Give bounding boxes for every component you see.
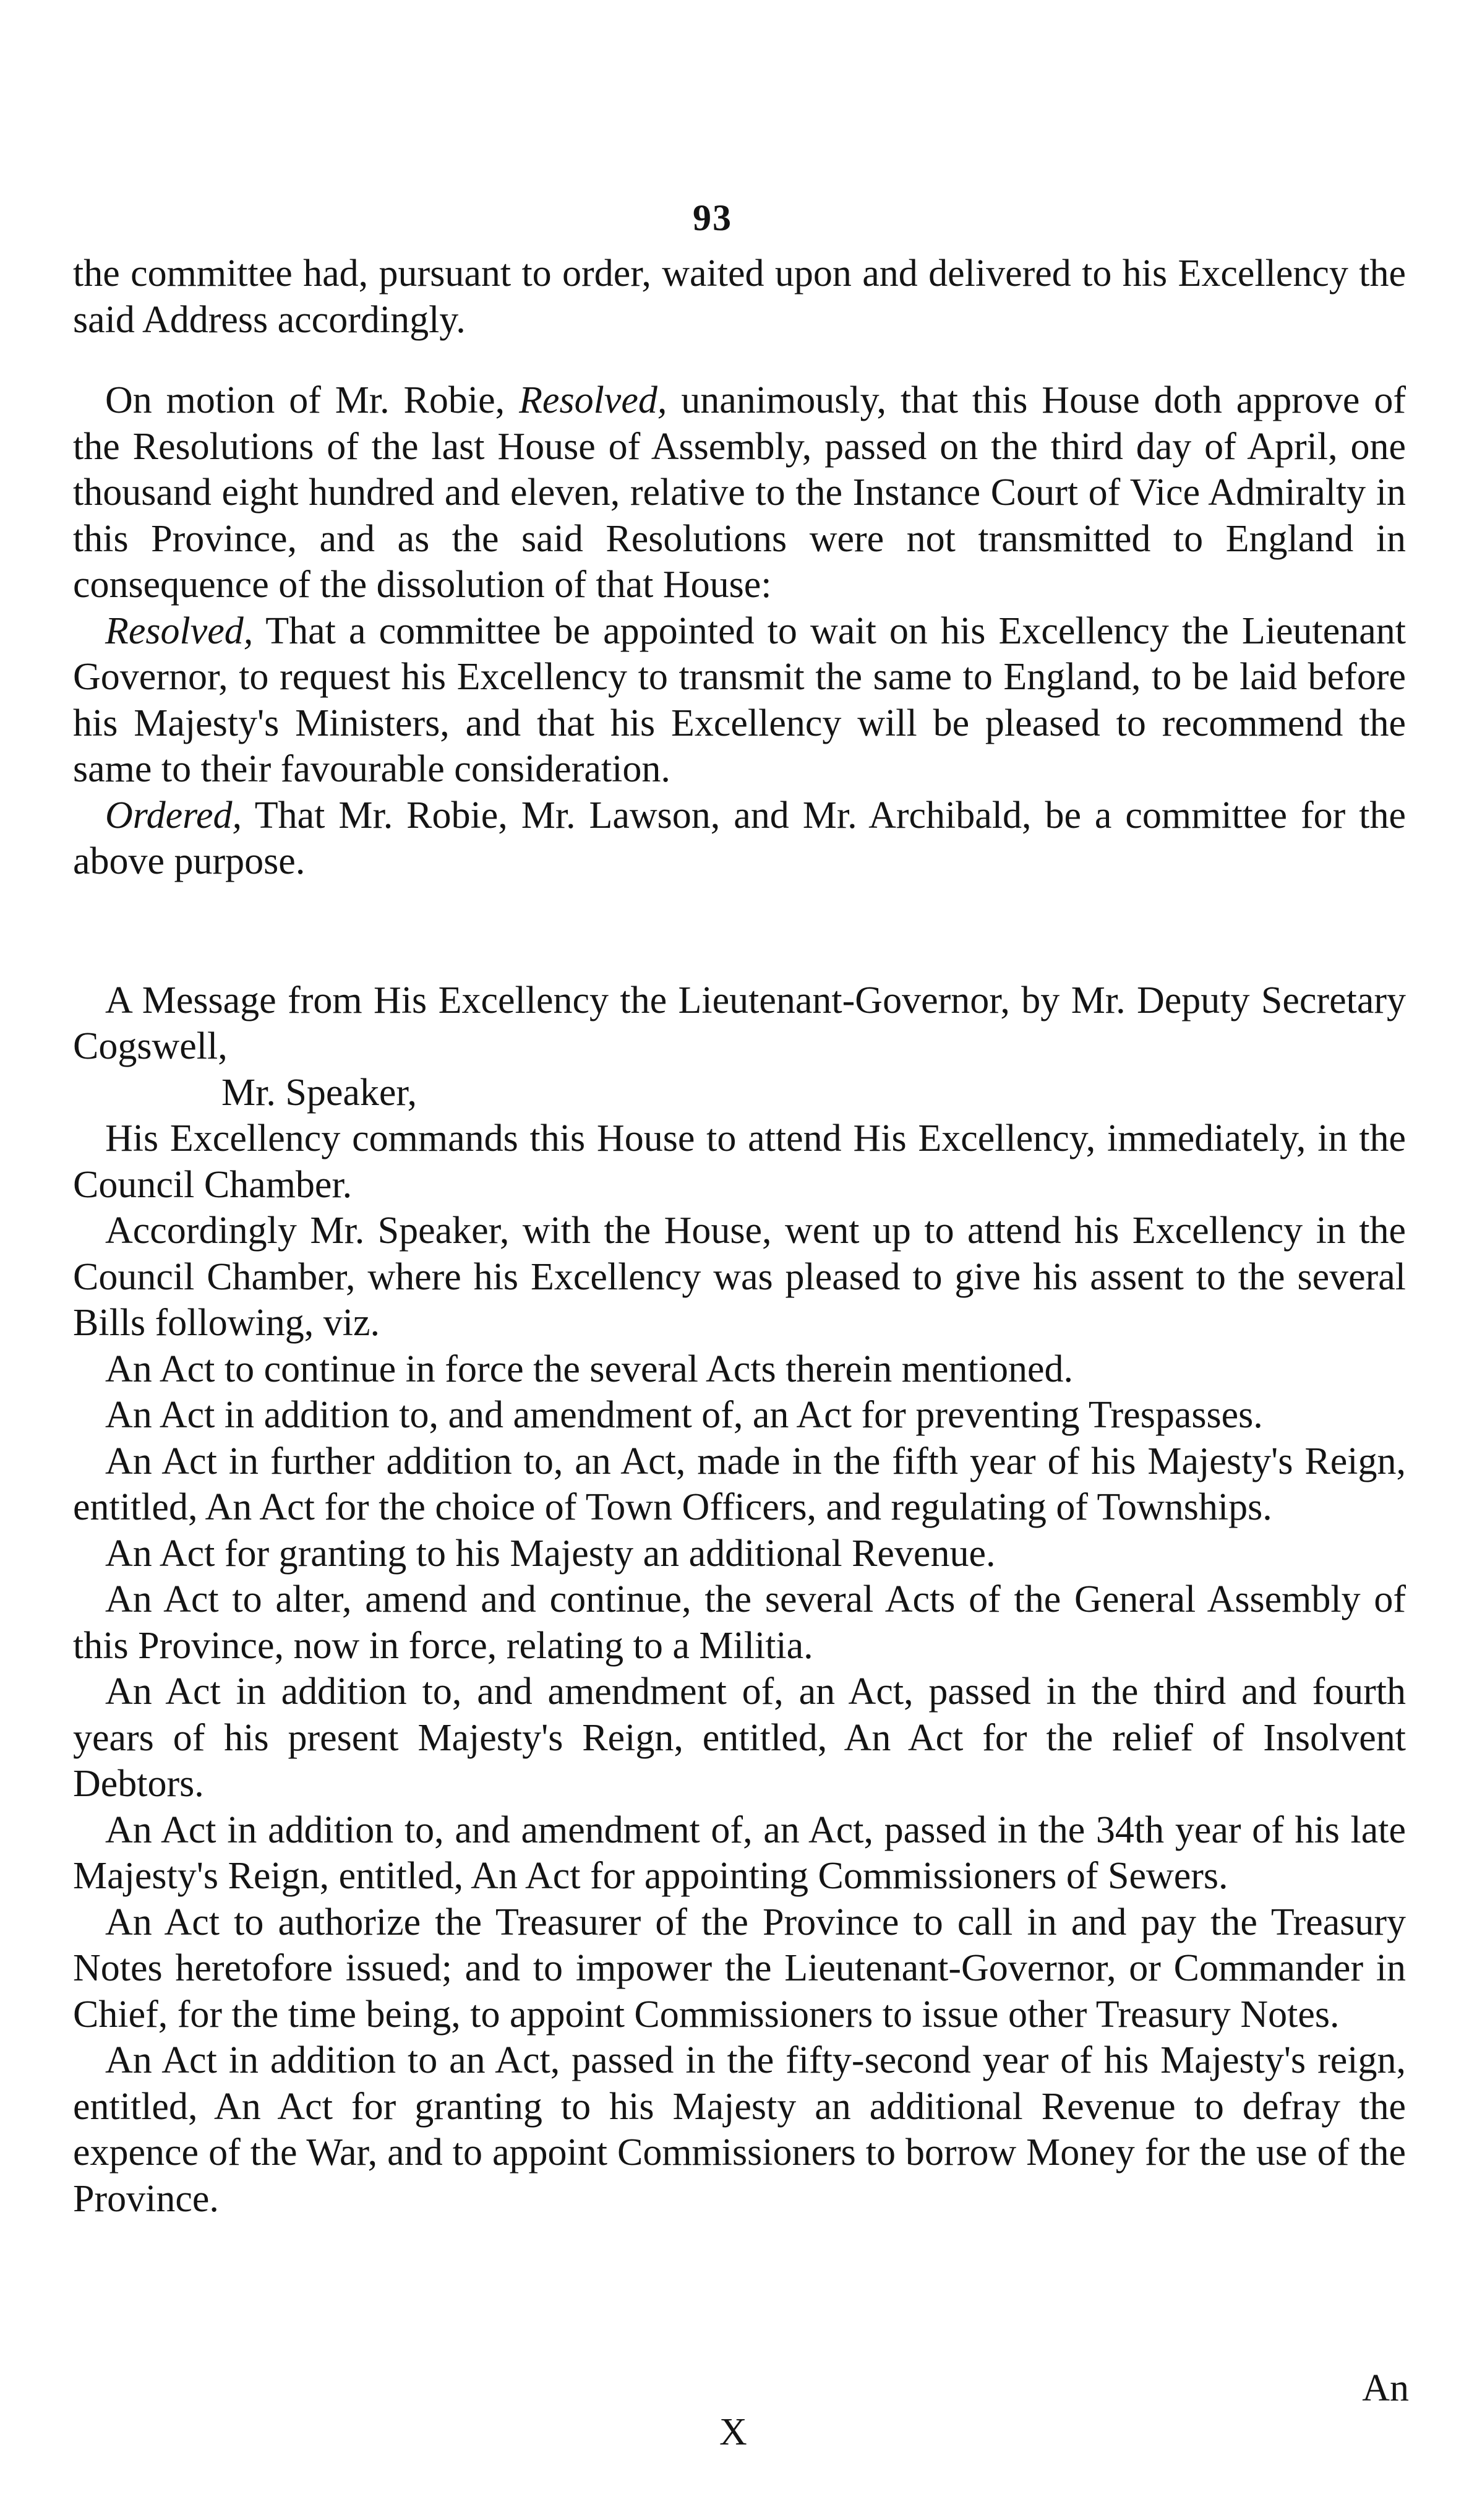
act-text: An Act to alter, amend and continue, the several Acts of the General Assembly of this Province, now in force, relating to a Militia. xyxy=(73,1578,1406,1667)
act-text: An Act in addition to, and amendment of, an Act, passed in the 34th year of his late Majesty's Reign, entitled, An Act for appointing Commissioners of Sewers. xyxy=(73,1808,1406,1897)
paragraph-assent xyxy=(73,1208,1406,1346)
paragraph-lead: On motion of Mr. Robie, xyxy=(105,379,520,421)
act-text: An Act to continue in force the several Acts therein mentioned. xyxy=(105,1348,1074,1390)
act-text: An Act in addition to an Act, passed in the fifty-second year of his Majesty's reign, entitled, An Act for granting to his Majesty an additional Revenue to defray the expence of the War, and to appoint Commissioners to borrow Money for the use of the Province. xyxy=(73,2039,1406,2220)
act-item xyxy=(73,1392,1406,1438)
paragraph-motion xyxy=(73,377,1406,608)
act-item xyxy=(73,1669,1406,1807)
paragraph-emphasis: Resolved, xyxy=(519,379,667,421)
paragraph-text: Mr. Speaker, xyxy=(221,1071,417,1114)
act-item xyxy=(73,1438,1406,1531)
act-item xyxy=(73,2037,1406,2222)
act-text: An Act for granting to his Majesty an additional Revenue. xyxy=(105,1532,996,1575)
paragraph-emphasis: Ordered, xyxy=(105,794,242,836)
paragraph-salutation xyxy=(73,1070,1406,1116)
paragraph-text: That a committee be appointed to wait on his Excellency the Lieutenant Governor, to request his Excellency to transmit the same to England, to be laid before his Majesty's Ministers, and that his Excellency will be pleased to recommend the same to their favourable consideration. xyxy=(73,609,1406,790)
paragraph-emphasis: Resolved, xyxy=(105,609,254,652)
paragraph-resolution xyxy=(73,608,1406,793)
body-text xyxy=(73,251,1406,2222)
act-text: An Act to authorize the Treasurer of the Province to call in and pay the Treasury Notes heretofore issued; and to impower the Lieutenant-Governor, or Commander in Chief, for the time being, to appoint Commissioners to issue other Treasury Notes. xyxy=(73,1901,1406,2036)
act-item xyxy=(73,1346,1406,1393)
paragraph-command xyxy=(73,1116,1406,1208)
paragraph-text: unanimously, that this House doth approve of the Resolutions of the last House of Assembly, passed on the third day of April, one thousand eight hundred and eleven, relative to the Instance Court of Vice Admiralty in this Province, and as the said Resolutions were not transmitted to England in consequence of the dissolution of that House: xyxy=(73,379,1406,606)
paragraph-order xyxy=(73,793,1406,885)
act-text: An Act in addition to, and amendment of, an Act for preventing Trespasses. xyxy=(105,1394,1263,1436)
act-item xyxy=(73,1807,1406,1899)
act-text: An Act in further addition to, an Act, made in the fifth year of his Majesty's Reign, entitled, An Act for the choice of Town Officers, and regulating of Townships. xyxy=(73,1440,1406,1528)
act-item xyxy=(73,1576,1406,1669)
paragraph-continuation xyxy=(73,251,1406,343)
catchword: An xyxy=(1362,2367,1409,2409)
paragraph-text: the committee had, pursuant to order, waited upon and delivered to his Excellency the said Address accordingly. xyxy=(73,252,1406,341)
act-item xyxy=(73,1899,1406,2038)
page-number: 93 xyxy=(693,197,732,238)
paragraph-text: His Excellency commands this House to attend His Excellency, immediately, in the Council Chamber. xyxy=(73,1117,1406,1206)
act-text: An Act in addition to, and amendment of, an Act, passed in the third and fourth years of his present Majesty's Reign, entitled, An Act for the relief of Insolvent Debtors. xyxy=(73,1671,1406,1805)
paragraph-text: A Message from His Excellency the Lieutenant-Governor, by Mr. Deputy Secretary Cogswell, xyxy=(73,979,1406,1067)
paragraph-text: Accordingly Mr. Speaker, with the House, went up to attend his Excellency in the Council Chamber, where his Excellency was pleased to give his assent to the several Bills following, viz. xyxy=(73,1210,1406,1344)
paragraph-message xyxy=(73,978,1406,1070)
paragraph-text: That Mr. Robie, Mr. Lawson, and Mr. Archibald, be a committee for the above purpose. xyxy=(73,794,1406,882)
signature-mark: X xyxy=(719,2411,747,2453)
act-item xyxy=(73,1531,1406,1577)
